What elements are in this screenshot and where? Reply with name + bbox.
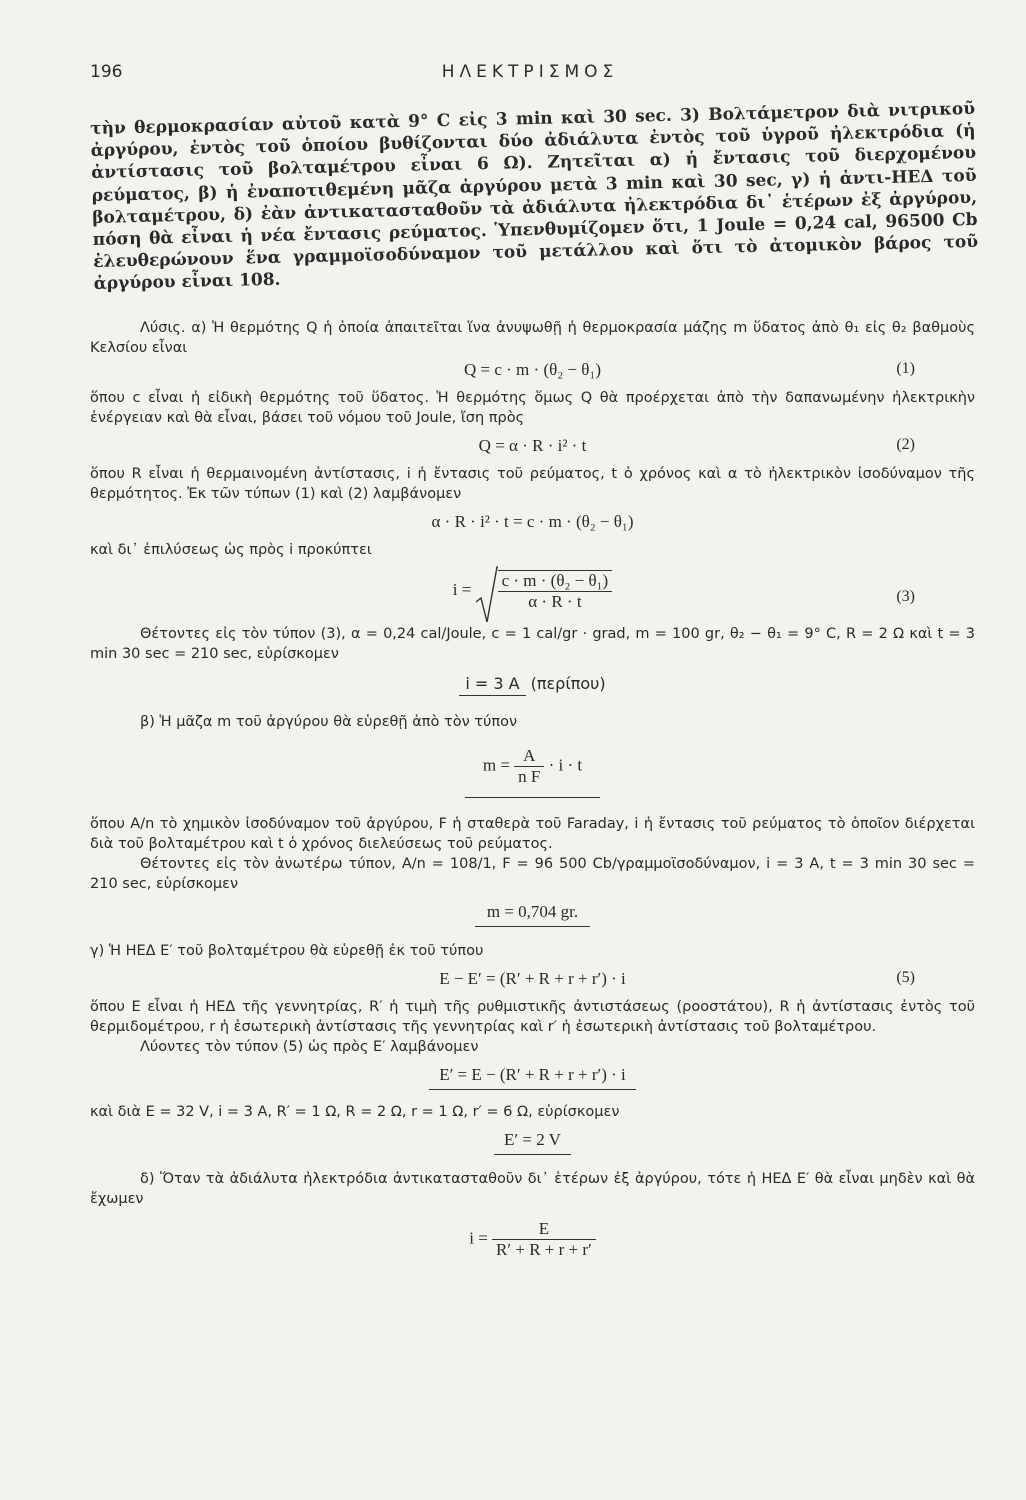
equation-4 (90, 746, 975, 798)
problem-statement: τὴν θερμοκρασίαν αὐτοῦ κατὰ 9° C εἰς 3 min καὶ 30 sec. 3) Βολτάμετρον διὰ νιτρικοῦ ἀργύρου, ἐντὸς τοῦ ὁποίου βυθίζονται δύο ἀδιάλυτα ἐντὸς τοῦ ὑγροῦ ἠλεκτρόδια (ἡ ἀντίστασις τοῦ βολταμέτρου εἶναι 6 Ω). Ζητεῖται α) ἡ ἔντασις τοῦ διερχομένου ρεύματος, β) ἡ ἐναποτιθεμένη μᾶζα ἀργύρου μετὰ 3 min καὶ 30 sec, γ) ἡ ἀντι-ΗΕΔ τοῦ βολταμέτρου, δ) ἐὰν ἀντικατασταθοῦν τὰ ἀδιάλυτα ἠλεκτρόδια δι᾽ ἑτέρων ἐξ ἀργύρου, πόση θὰ εἶναι ἡ νέα ἔντασις ρεύματος. Ὑπενθυμίζομεν ὅτι, 1 Joule = 0,24 cal, 96500 Cb ἐλευθερώνουν ἕνα γραμμοϊσοδύναμον τοῦ μετάλλου καὶ ὅτι τὸ ἀτομικὸν βάρος τοῦ ἀργύρου εἶναι 108. (90, 98, 979, 295)
result-current-note: (περίπου) (530, 674, 606, 693)
running-title: ΗΛΕΚΤΡΙΣΜΟΣ (441, 62, 619, 82)
equation-2 (90, 436, 975, 456)
sqrt-radical (476, 570, 613, 612)
equation-6-expr: E′ = E − (R′ + R + r + r′) · i (429, 1065, 636, 1090)
result-current (90, 674, 975, 696)
paragraph-emf: γ) Ἡ ΗΕΔ E′ τοῦ βολταμέτρου θὰ εὑρεθῇ ἐκ τοῦ τύπου (90, 943, 484, 959)
paragraph-mass-definitions: ὅπου A/n τὸ χημικὸν ἰσοδύναμον τοῦ ἀργύρου, F ἡ σταθερὰ τοῦ Faraday, i ἡ ἔντασις τοῦ ρεύματος τὸ ὁποῖον διέρχεται διὰ τοῦ βολταμέτρου καὶ t ὁ χρόνος διελεύσεως τοῦ ρεύματος. (90, 816, 975, 852)
equation-3-lhs: i = (452, 579, 472, 599)
equation-3-fraction (498, 570, 613, 612)
paragraph-solve-emf: Λύοντες τὸν τύπον (5) ὡς πρὸς E′ λαμβάνομεν (140, 1039, 479, 1055)
paragraph-substitution-3: καὶ διὰ E = 32 V, i = 3 A, R′ = 1 Ω, R = 2 Ω, r = 1 Ω, r′ = 6 Ω, εὑρίσκομεν (90, 1104, 620, 1120)
equation-6 (90, 1065, 975, 1090)
paragraph-solve: καὶ δι᾽ ἐπιλύσεως ὡς πρὸς i προκύπτει (90, 542, 372, 558)
result-emf (90, 1130, 975, 1155)
equation-1 (90, 360, 975, 380)
result-mass-value: m = 0,704 gr. (475, 902, 590, 927)
equation-combined-expr: α · R · i² · t = c · m · (θ₂ − θ₁) (431, 512, 634, 531)
solution-body (90, 318, 975, 1260)
paragraph-definitions: ὅπου R εἶναι ἡ θερμαινομένη ἀντίστασις, i ἡ ἔντασις τοῦ ρεύματος, t ὁ χρόνος καὶ α τὸ ἠλεκτρικὸν ἰσοδύναμον τῆς θερμότητος. Ἐκ τῶν τύπων (1) καὶ (2) λαμβάνομεν (90, 466, 975, 502)
equation-1-expr: Q = c · m · (θ₂ − θ₁) (463, 360, 601, 379)
equation-3 (90, 570, 975, 612)
equation-4-denominator: n F (514, 766, 544, 787)
page-number: 196 (90, 62, 123, 82)
equation-3-number: (3) (896, 588, 915, 605)
paragraph-emf-definitions: ὅπου E εἶναι ἡ ΗΕΔ τῆς γεννητρίας, R′ ἡ τιμὴ τῆς ρυθμιστικῆς ἀντιστάσεως (ροοστάτου), R ἡ ἀντίστασις ἐντὸς τοῦ θερμιδομέτρου, r ἡ ἐσωτερικὴ ἀντίστασις τῆς γεννητρίας καὶ r′ ἡ ἐσωτερικὴ ἀντίστασις τοῦ βολταμέτρου. (90, 999, 975, 1035)
equation-4-fraction (514, 746, 544, 787)
sqrt-sign-icon (476, 566, 498, 624)
paragraph-silver-electrodes: δ) Ὅταν τὰ ἀδιάλυτα ἠλεκτρόδια ἀντικατασταθοῦν δι᾽ ἑτέρων ἐξ ἀργύρου, τότε ἡ ΗΕΔ E′ θὰ εἶναι μηδὲν καὶ θὰ ἔχωμεν (90, 1171, 975, 1207)
equation-3-numerator: c · m · (θ₂ − θ₁) (501, 571, 609, 590)
equation-2-expr: Q = α · R · i² · t (478, 436, 587, 455)
equation-7-fraction (492, 1219, 596, 1260)
equation-4-rest: · i · t (548, 755, 583, 775)
paragraph-substitution-2: Θέτοντες εἰς τὸν ἀνωτέρω τύπον, A/n = 108/1, F = 96 500 Cb/γραμμοϊσοδύναμον, i = 3 A, t = 3 min 30 sec = 210 sec, εὑρίσκομεν (90, 856, 975, 892)
equation-5 (90, 969, 975, 989)
result-current-value: i = 3 A (459, 674, 525, 696)
equation-5-expr: E − E′ = (R′ + R + r + r′) · i (439, 969, 626, 988)
equation-7 (90, 1219, 975, 1260)
equation-7-lhs: i = (469, 1228, 488, 1248)
equation-4-box (465, 746, 600, 798)
equation-7-denominator: R′ + R + r + r′ (492, 1239, 596, 1260)
equation-4-numerator: A (523, 746, 536, 765)
equation-5-number: (5) (896, 969, 915, 986)
paragraph-mass: β) Ἡ μᾶζα m τοῦ ἀργύρου θὰ εὑρεθῇ ἀπὸ τὸν τύπον (140, 714, 518, 730)
result-emf-value: E′ = 2 V (494, 1130, 571, 1155)
equation-4-lhs: m = (482, 755, 510, 775)
result-mass (90, 902, 975, 927)
paragraph-joule: ὅπου c εἶναι ἡ εἰδικὴ θερμότης τοῦ ὕδατος. Ἡ θερμότης ὅμως Q θὰ προέρχεται ἀπὸ τὴν δαπανωμένην ἠλεκτρικὴν ἐνέργειαν καὶ θὰ εἶναι, βάσει τοῦ νόμου τοῦ Joule, ἴση πρὸς (90, 390, 975, 426)
equation-2-number: (2) (896, 436, 915, 453)
page-header (90, 62, 970, 86)
paragraph-substitution-1: Θέτοντες εἰς τὸν τύπον (3), α = 0,24 cal/Joule, c = 1 cal/gr · grad, m = 100 gr, θ₂ − θ₁ = 9° C, R = 2 Ω καὶ t = 3 min 30 sec = 210 sec, εὑρίσκομεν (90, 626, 975, 662)
equation-combined (90, 512, 975, 532)
equation-7-numerator: E (538, 1219, 550, 1238)
equation-1-number: (1) (896, 360, 915, 377)
equation-3-denominator: α · R · t (498, 591, 613, 612)
solution-intro: Λύσις. α) Ἡ θερμότης Q ἡ ὁποία ἀπαιτεῖται ἵνα ἀνυψωθῇ ἡ θερμοκρασία μάζης m ὕδατος ἀπὸ θ₁ εἰς θ₂ βαθμοὺς Κελσίου εἶναι (90, 320, 975, 356)
